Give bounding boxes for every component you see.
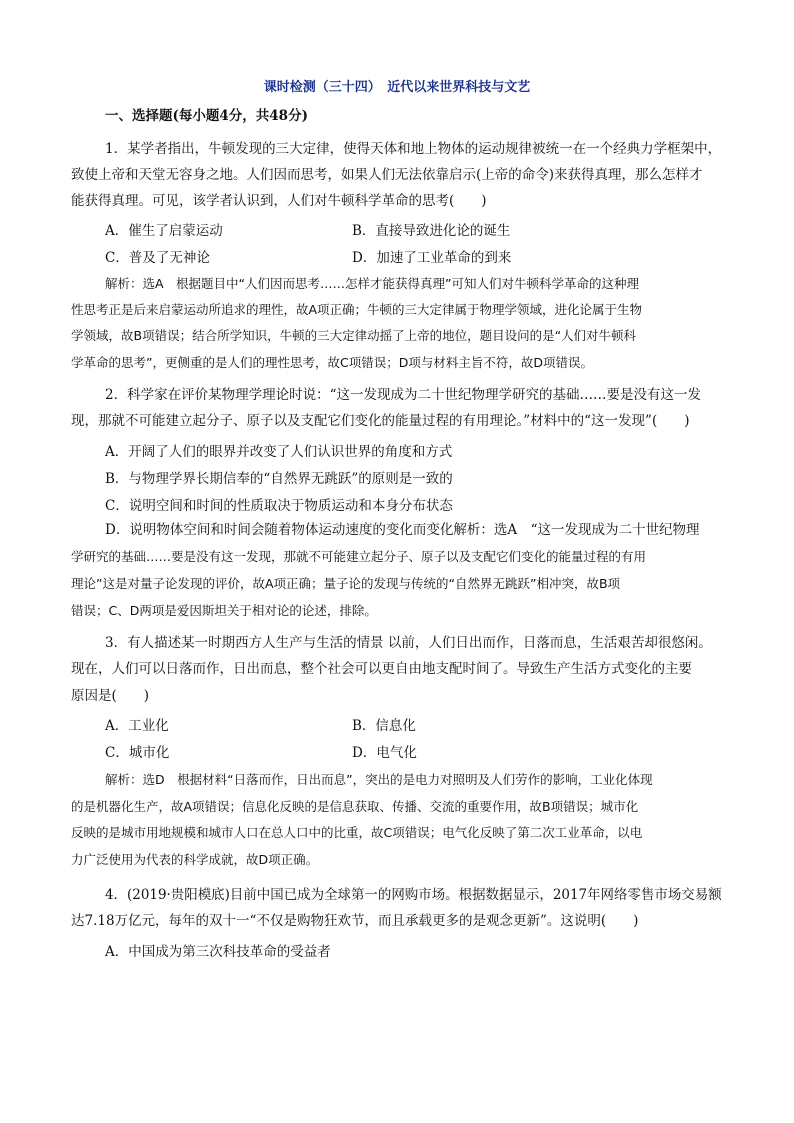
- q4-option-a: A．中国成为第三次科技革命的受益者: [105, 944, 331, 960]
- page-title: 课时检测（三十四） 近代以来世界科技与文艺: [263, 80, 531, 95]
- q1-option-a: A．催生了启蒙运动: [105, 223, 223, 239]
- section-heading: 一、选择题(每小题4分，共48分): [105, 108, 308, 124]
- q3-option-d: D．电气化: [352, 745, 417, 761]
- q3-stem-line-2: 现在，人们可以日落而作，日出而息，整个社会可以更自由地支配时间了。导致生产生活方式变化的主要: [71, 661, 692, 677]
- q3-option-b: B．信息化: [352, 718, 416, 734]
- q1-analysis-line-2: 性思考正是后来启蒙运动所追求的理性，故A项正确；牛顿的三大定律属于物理学领域，进化论属于生物: [71, 302, 643, 317]
- q3-option-a: A．工业化: [105, 718, 169, 734]
- q3-analysis-line-2: 的是机器化生产，故A项错误；信息化反映的是信息获取、传播、交流的重要作用，故B项错误；城市化: [71, 799, 639, 814]
- q3-stem-line-1: 3．有人描述某一时期西方人生产与生活的情景 以前，人们日出而作，日落而息，生活艰苦却很悠闲。: [105, 635, 712, 651]
- q4-stem-line-2: 达7.18万亿元，每年的双十一“不仅是购物狂欢节，而且承载更多的是观念更新”。这说明( ): [71, 913, 639, 929]
- q2-option-d: D．说明物体空间和时间会随着物体运动速度的变化而变化解析：选A “这一发现成为二十世纪物理: [105, 522, 700, 538]
- q3-analysis-line-4: 力广泛使用为代表的科学成就，故D项正确。: [71, 852, 319, 867]
- q1-analysis-line-4: 学革命的思考”，更侧重的是人们的理性思考，故C项错误；D项与材料主旨不符，故D项错误。: [71, 355, 593, 370]
- q3-option-c: C．城市化: [105, 745, 170, 761]
- q2-option-b: B．与物理学界长期信奉的“自然界无跳跃”的原则是一致的: [105, 471, 453, 487]
- q2-analysis-line-3: 错误；C、D两项是爱因斯坦关于相对论的论述，排除。: [71, 603, 377, 618]
- q1-stem-line-2: 致使上帝和天堂无容身之地。人们因而思考，如果人们无法依靠启示(上帝的命令)来获得真理，那么怎样才: [71, 167, 703, 183]
- q3-stem-line-3: 原因是( ): [71, 688, 150, 704]
- q1-option-c: C．普及了无神论: [105, 250, 210, 266]
- q4-stem-line-1: 4．(2019·贵阳模底)目前中国已成为全球第一的网购市场。根据数据显示，2017年网络零售市场交易额: [105, 887, 722, 903]
- q2-option-c: C．说明空间和时间的性质取决于物质运动和本身分布状态: [105, 498, 453, 514]
- q3-analysis-line-3: 反映的是城市用地规模和城市人口在总人口中的比重，故C项错误；电气化反映了第二次工业革命，以电: [71, 825, 643, 840]
- q1-stem-line-1: 1．某学者指出，牛顿发现的三大定律，使得天体和地上物体的运动规律被统一在一个经典力学框架中，: [105, 141, 722, 157]
- q1-analysis-line-3: 学领域，故B项错误；结合所学知识，牛顿的三大定律动摇了上帝的地位，题目设问的是“人们对牛顿科: [71, 328, 637, 343]
- q2-analysis-line-2: 理论”这是对量子论发现的评价，故A项正确；量子论的发现与传统的“自然界无跳跃”相冲突，故B项: [71, 576, 621, 591]
- q3-analysis-line-1: 解析：选D 根据材料“日落而作，日出而息”，突出的是电力对照明及人们劳作的影响，工业化体现: [105, 772, 653, 787]
- q2-analysis-line-1: 学研究的基础……要是没有这一发现，那就不可能建立起分子、原子以及支配它们变化的能量过程的有用: [71, 549, 647, 564]
- q2-stem-line-2: 现，那就不可能建立起分子、原子以及支配它们变化的能量过程的有用理论。”材料中的“这一发现”( ): [71, 413, 690, 429]
- q1-option-d: D．加速了工业革命的到来: [352, 250, 512, 266]
- q2-option-a: A．开阔了人们的眼界并改变了人们认识世界的角度和方式: [105, 444, 453, 460]
- q1-option-b: B．直接导致进化论的诞生: [352, 223, 511, 239]
- q1-analysis-line-1: 解析：选A 根据题目中“人们因而思考……怎样才能获得真理”可知人们对牛顿科学革命的这种理: [105, 276, 640, 291]
- q2-stem-line-1: 2．科学家在评价某物理学理论时说：“这一发现成为二十世纪物理学研究的基础……要是没有这一发: [105, 387, 701, 403]
- q1-stem-line-3: 能获得真理。可见，该学者认识到，人们对牛顿科学革命的思考( ): [71, 193, 487, 209]
